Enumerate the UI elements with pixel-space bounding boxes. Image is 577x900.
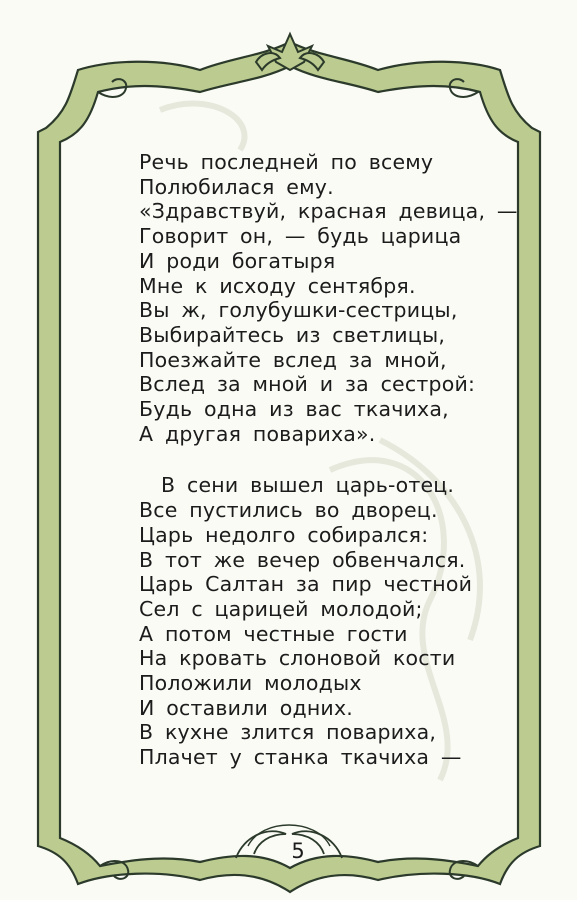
poem-line: Говорит он, — будь царица xyxy=(139,224,462,249)
poem-stanza-2 xyxy=(139,473,519,769)
poem-line: А другая повариха». xyxy=(139,421,376,446)
poem-line: Вы ж, голубушки-сестрицы, xyxy=(139,298,458,323)
poem-line: В тот же вечер обвенчался. xyxy=(139,547,466,572)
poem-line: И оставили одних. xyxy=(139,695,354,720)
poem-stanza-1 xyxy=(139,150,519,446)
poem-line: В кухне злится повариха, xyxy=(139,720,437,745)
poem-line: И роди богатыря xyxy=(139,248,336,273)
poem-line: Сел с царицей молодой; xyxy=(139,596,423,621)
poem-line: На кровать слоновой кости xyxy=(139,646,456,671)
poem-line: Будь одна из вас ткачиха, xyxy=(139,397,449,422)
poem-line: Речь последней по всему xyxy=(139,150,434,174)
poem-line: «Здравствуй, красная девица, — xyxy=(139,199,518,224)
poem-line: Плачет у станка ткачиха — xyxy=(139,745,462,770)
poem-line: Полюбилася ему. xyxy=(139,174,334,199)
poem-line: Все пустились во дворец. xyxy=(139,498,438,523)
poem-line: В сени вышел царь-отец. xyxy=(161,473,455,498)
poem-line: Царь Салтан за пир честной xyxy=(139,572,473,597)
page-number: 5 xyxy=(291,839,305,863)
poem-line: Выбирайтесь из светлицы, xyxy=(139,322,446,347)
poem-line: Положили молодых xyxy=(139,671,362,696)
poem-line: Царь недолго собирался: xyxy=(139,522,429,547)
poem-line: Поезжайте вслед за мной, xyxy=(139,347,447,372)
poem-line: Мне к исходу сентября. xyxy=(139,273,416,298)
poem-line: А потом честные гости xyxy=(139,621,408,646)
poem-text xyxy=(139,150,519,770)
poem-line: Вслед за мной и за сестрой: xyxy=(139,372,476,397)
